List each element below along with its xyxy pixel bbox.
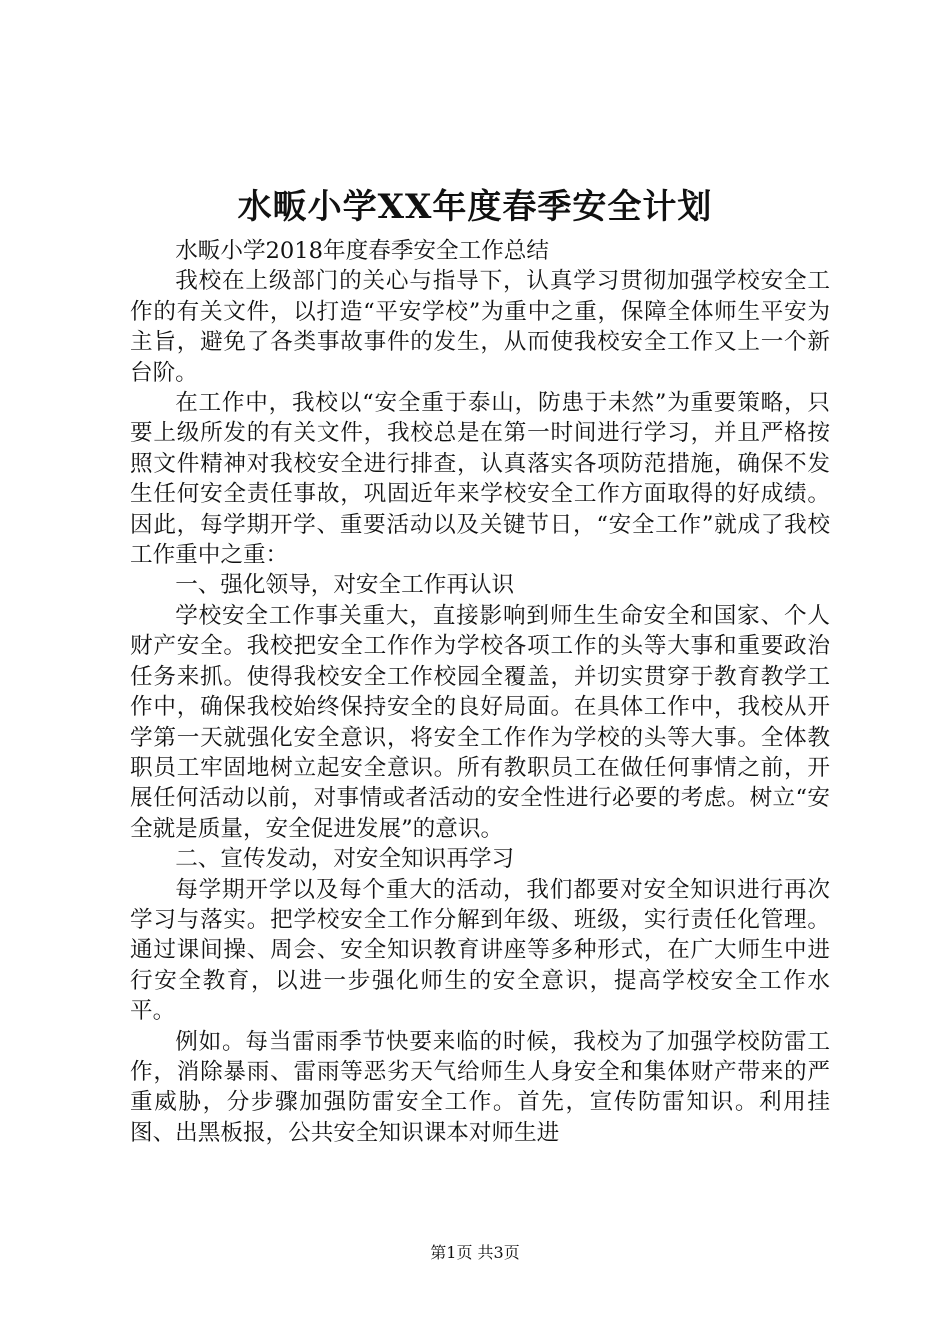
paragraph-section-2: 每学期开学以及每个重大的活动，我们都要对安全知识进行再次学习与落实。把学校安全工作分解到年级、班级，实行责任化管理。通过课间操、周会、安全知识教育讲座等多种形式，在广大师生中进行安全教育，以进一步强化师生的安全意识，提高学校安全工作水平。 xyxy=(130,876,830,1025)
section-heading-2: 二、宣传发动，对安全知识再学习 xyxy=(175,846,515,873)
paragraph-intro: 我校在上级部门的关心与指导下，认真学习贯彻加强学校安全工作的有关文件，以打造“平安学校”为重中之重，保障全体师生平安为主旨，避免了各类事故事件的发生，从而使我校安全工作又上一个新台阶。 xyxy=(130,268,830,386)
paragraph-section-1: 学校安全工作事关重大，直接影响到师生生命安全和国家、个人财产安全。我校把安全工作作为学校各项工作的头等大事和重要政治任务来抓。使得我校安全工作校园全覆盖，并切实贯穿于教育教学工作中，确保我校始终保持安全的良好局面。在具体工作中，我校从开学第一天就强化安全意识，将安全工作作为学校的头等大事。全体教职员工牢固地树立起安全意识。所有教职员工在做任何事情之前，开展任何活动以前，对事情或者活动的安全性进行必要的考虑。树立“安全就是质量，安全促进发展”的意识。 xyxy=(130,602,830,842)
paragraph-example: 例如。每当雷雨季节快要来临的时候，我校为了加强学校防雷工作，消除暴雨、雷雨等恶劣天气给师生人身安全和集体财产带来的严重威胁，分步骤加强防雷安全工作。首先，宣传防雷知识。利用挂图、出黑板报，公共安全知识课本对师生进 xyxy=(130,1028,830,1146)
section-heading-1: 一、强化领导，对安全工作再认识 xyxy=(175,572,515,599)
paragraph-subtitle: 水畈小学2018年度春季安全工作总结 xyxy=(175,238,549,264)
paragraph-work: 在工作中，我校以“安全重于泰山，防患于未然”为重要策略，只要上级所发的有关文件，我校总是在第一时间进行学习，并且严格按照文件精神对我校安全进行排查，认真落实各项防范措施，确保不发生任何安全责任事故，巩固近年来学校安全工作方面取得的好成绩。因此，每学期开学、重要活动以及关键节日，“安全工作”就成了我校工作重中之重： xyxy=(130,390,830,569)
document-body xyxy=(130,236,830,1148)
page-number-footer: 第1页 共3页 xyxy=(430,1243,520,1262)
document-title: 水畈小学XX年度春季安全计划 xyxy=(237,187,713,227)
